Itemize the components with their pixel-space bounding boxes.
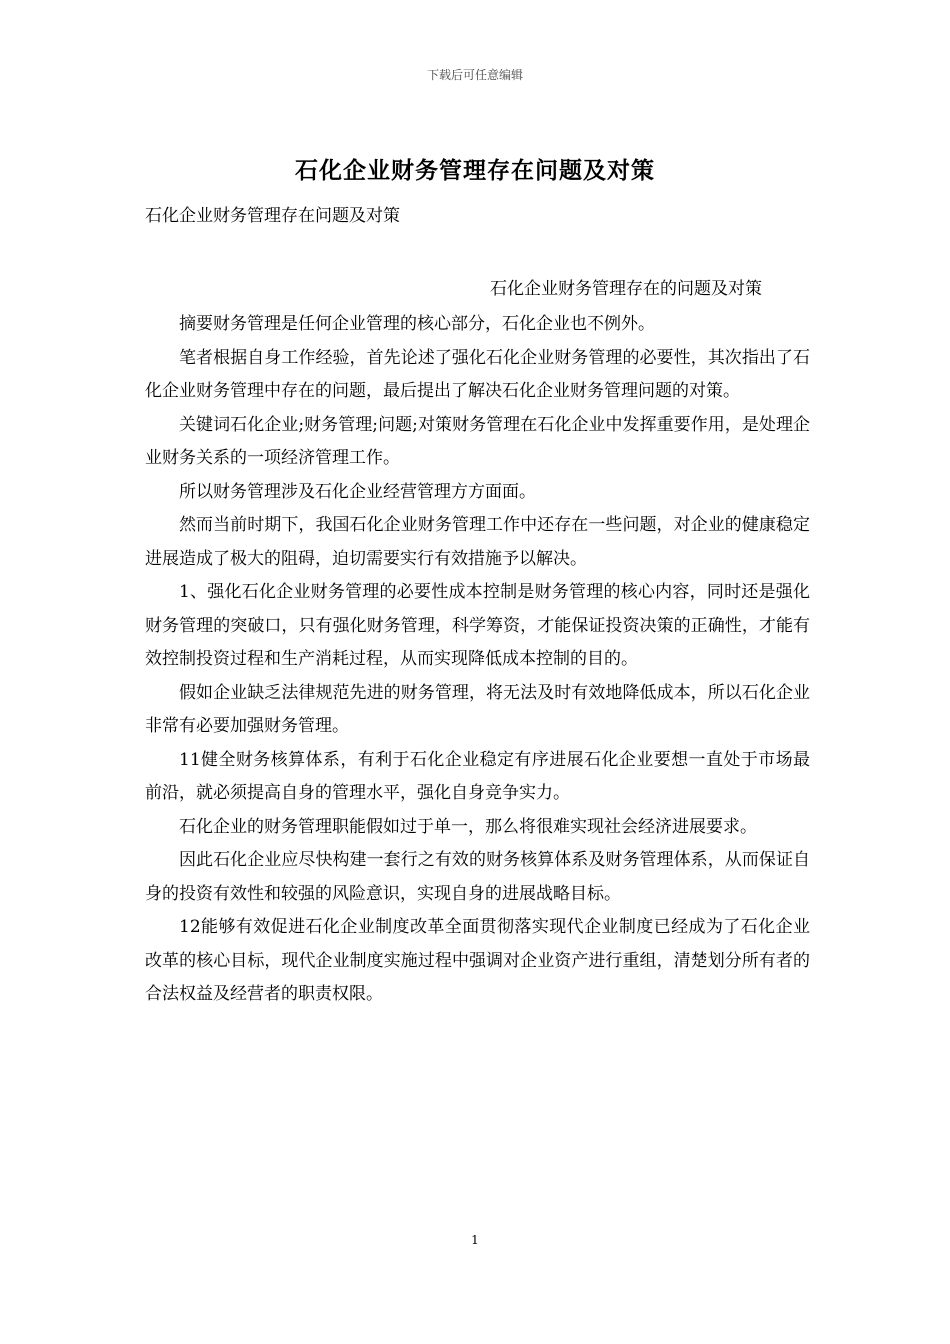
- paragraph: 假如企业缺乏法律规范先进的财务管理，将无法及时有效地降低成本，所以石化企业非常有必要加强财务管理。: [145, 682, 810, 736]
- paragraph: 石化企业的财务管理职能假如过于单一，那么将很难实现社会经济进展要求。: [179, 816, 757, 837]
- page-header: 下载后可任意编辑: [426, 68, 523, 82]
- section-heading: 石化企业财务管理存在的问题及对策: [490, 279, 762, 299]
- paragraph: 笔者根据自身工作经验，首先论述了强化石化企业财务管理的必要性，其次指出了石化企业财务管理中存在的问题，最后提出了解决石化企业财务管理问题的对策。: [145, 347, 810, 401]
- paragraph-section-1-2: 12能够有效促进石化企业制度改革全面贯彻落实现代企业制度已经成为了石化企业改革的核心目标，现代企业制度实施过程中强调对企业资产进行重组，清楚划分所有者的合法权益及经营者的职责权限。: [145, 917, 810, 1004]
- paragraph-section-1: 1、强化石化企业财务管理的必要性成本控制是财务管理的核心内容，同时还是强化财务管理的突破口，只有强化财务管理，科学筹资，才能保证投资决策的正确性，才能有效控制投资过程和生产消耗过程，从而实现降低成本控制的目的。: [145, 582, 810, 669]
- document-title: 石化企业财务管理存在问题及对策: [295, 157, 655, 184]
- page-number: 1: [471, 1233, 479, 1247]
- paragraph-section-1-1: 11健全财务核算体系，有利于石化企业稳定有序进展石化企业要想一直处于市场最前沿，就必须提高自身的管理水平，强化自身竞争实力。: [145, 749, 810, 803]
- paragraph-abstract: 摘要财务管理是任何企业管理的核心部分，石化企业也不例外。: [179, 314, 655, 334]
- document-subtitle: 石化企业财务管理存在问题及对策: [145, 206, 400, 226]
- paragraph: 因此石化企业应尽快构建一套行之有效的财务核算体系及财务管理体系，从而保证自身的投资有效性和较强的风险意识，实现自身的进展战略目标。: [145, 850, 810, 904]
- document-body: [145, 308, 810, 1012]
- paragraph: 然而当前时期下，我国石化企业财务管理工作中还存在一些问题，对企业的健康稳定进展造成了极大的阻碍，迫切需要实行有效措施予以解决。: [145, 515, 810, 569]
- paragraph-keywords: 关键词石化企业;财务管理;问题;对策财务管理在石化企业中发挥重要作用，是处理企业财务关系的一项经济管理工作。: [145, 414, 810, 468]
- paragraph: 所以财务管理涉及石化企业经营管理方方面面。: [179, 481, 536, 502]
